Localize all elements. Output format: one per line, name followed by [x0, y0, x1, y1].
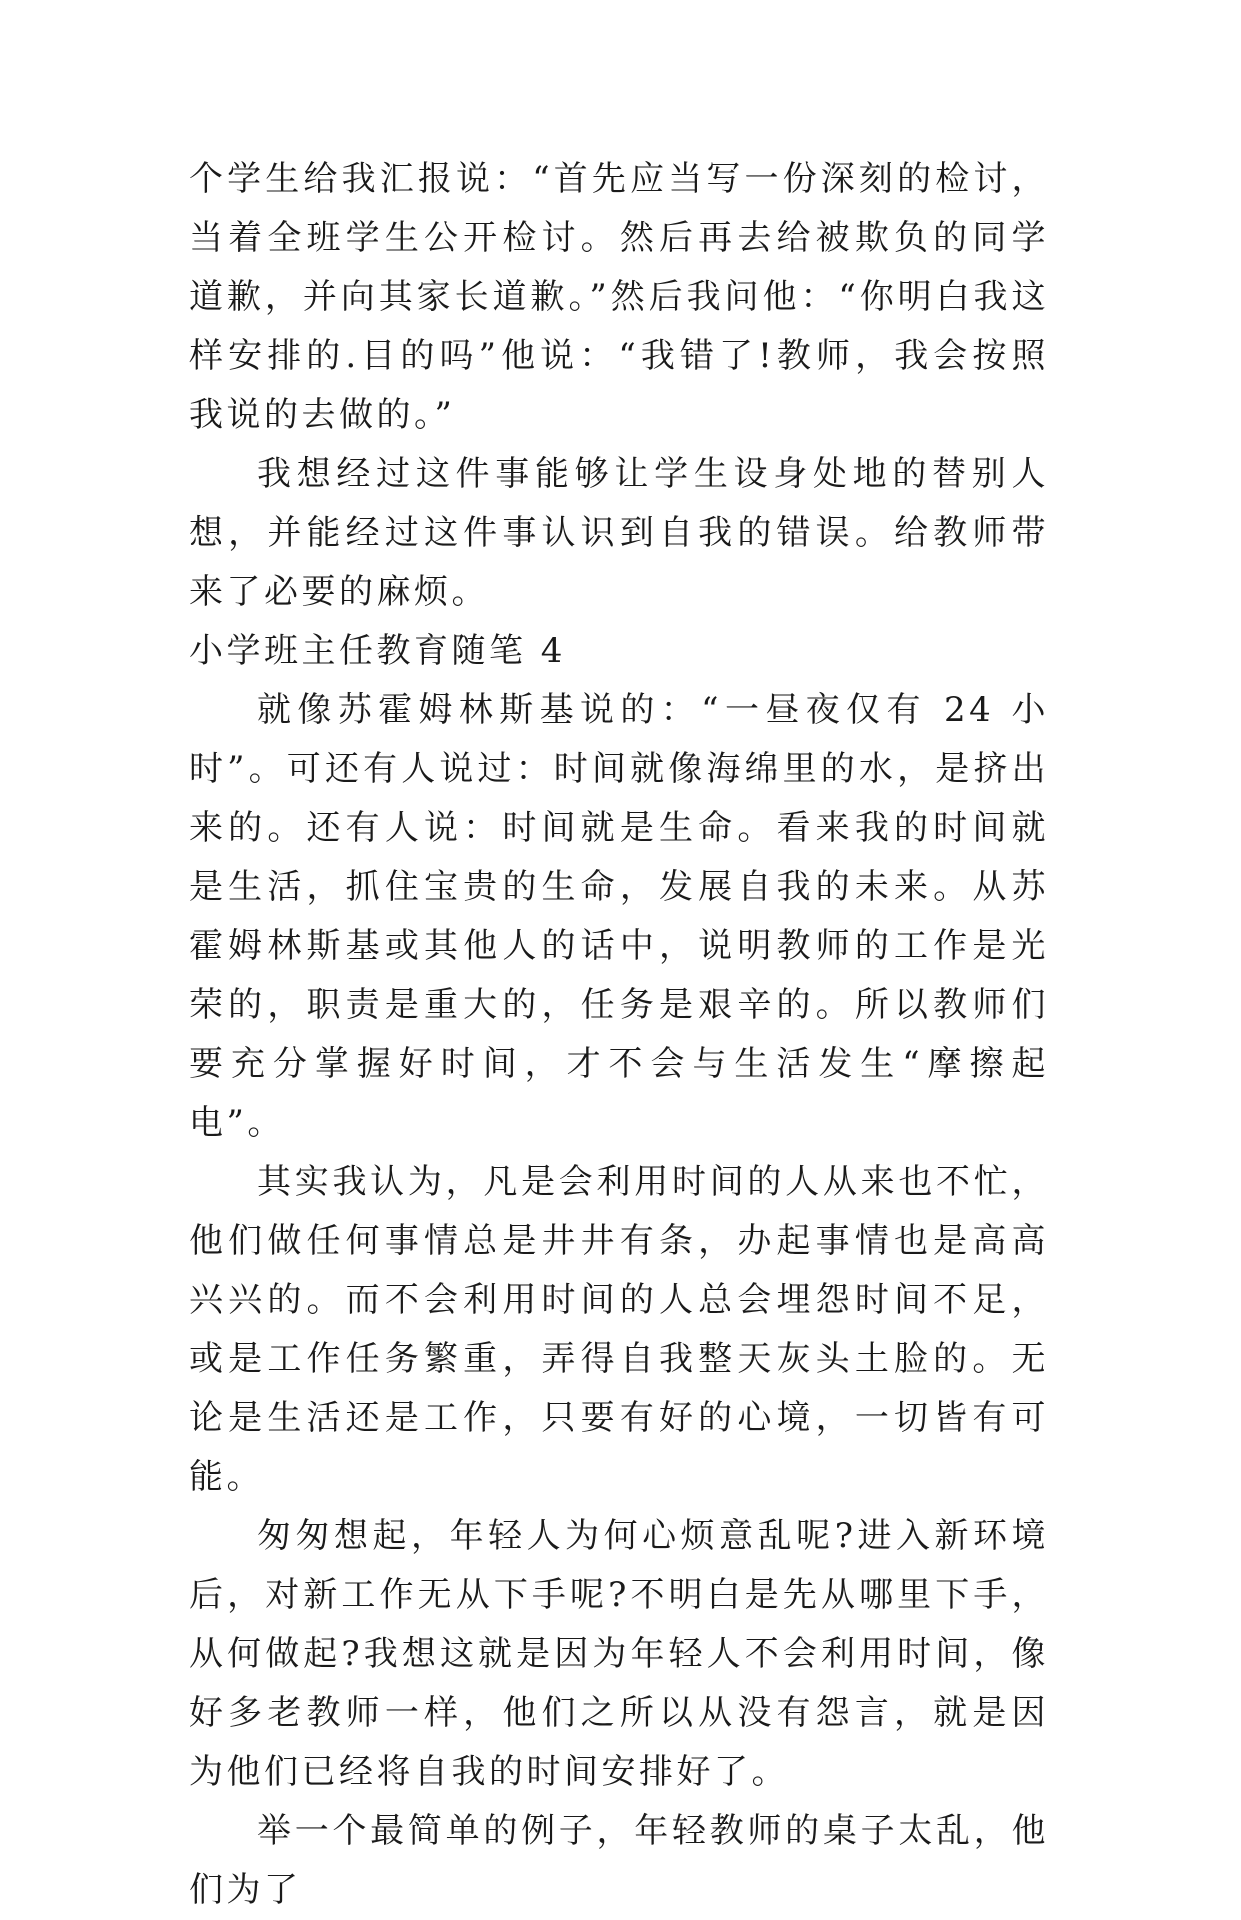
section-heading: 小学班主任教育随笔 4 [189, 631, 566, 671]
document-body [189, 150, 1049, 1920]
paragraph-3: 就像苏霍姆林斯基说的：“一昼夜仅有 24 小时”。可还有人说过：时间就像海绵里的水，是挤出来的。还有人说：时间就是生命。看来我的时间就是生活，抓住宝贵的生命，发展自我的未来。从苏霍姆林斯基或其他人的话中，说明教师的工作是光荣的，职责是重大的，任务是艰辛的。所以教师们要充分掌握好时间，才不会与生活发生“摩擦起电”。 [189, 690, 1049, 1143]
paragraph-6: 举一个最简单的例子，年轻教师的桌子太乱，他们为了 [189, 1811, 1049, 1910]
paragraph-4: 其实我认为，凡是会利用时间的人从来也不忙，他们做任何事情总是井井有条，办起事情也是高高兴兴的。而不会利用时间的人总会埋怨时间不足，或是工作任务繁重，弄得自我整天灰头土脸的。无论是生活还是工作，只要有好的心境，一切皆有可能。 [189, 1162, 1049, 1497]
paragraph-5: 匆匆想起，年轻人为何心烦意乱呢?进入新环境后，对新工作无从下手呢?不明白是先从哪里下手，从何做起?我想这就是因为年轻人不会利用时间，像好多老教师一样，他们之所以从没有怨言，就是因为他们已经将自我的时间安排好了。 [189, 1516, 1049, 1792]
paragraph-2: 我想经过这件事能够让学生设身处地的替别人想，并能经过这件事认识到自我的错误。给教师带来了必要的麻烦。 [189, 454, 1049, 612]
paragraph-1: 个学生给我汇报说：“首先应当写一份深刻的检讨，当着全班学生公开检讨。然后再去给被欺负的同学道歉，并向其家长道歉。”然后我问他：“你明白我这样安排的.目的吗”他说：“我错了!教师，我会按照我说的去做的。” [189, 159, 1049, 435]
